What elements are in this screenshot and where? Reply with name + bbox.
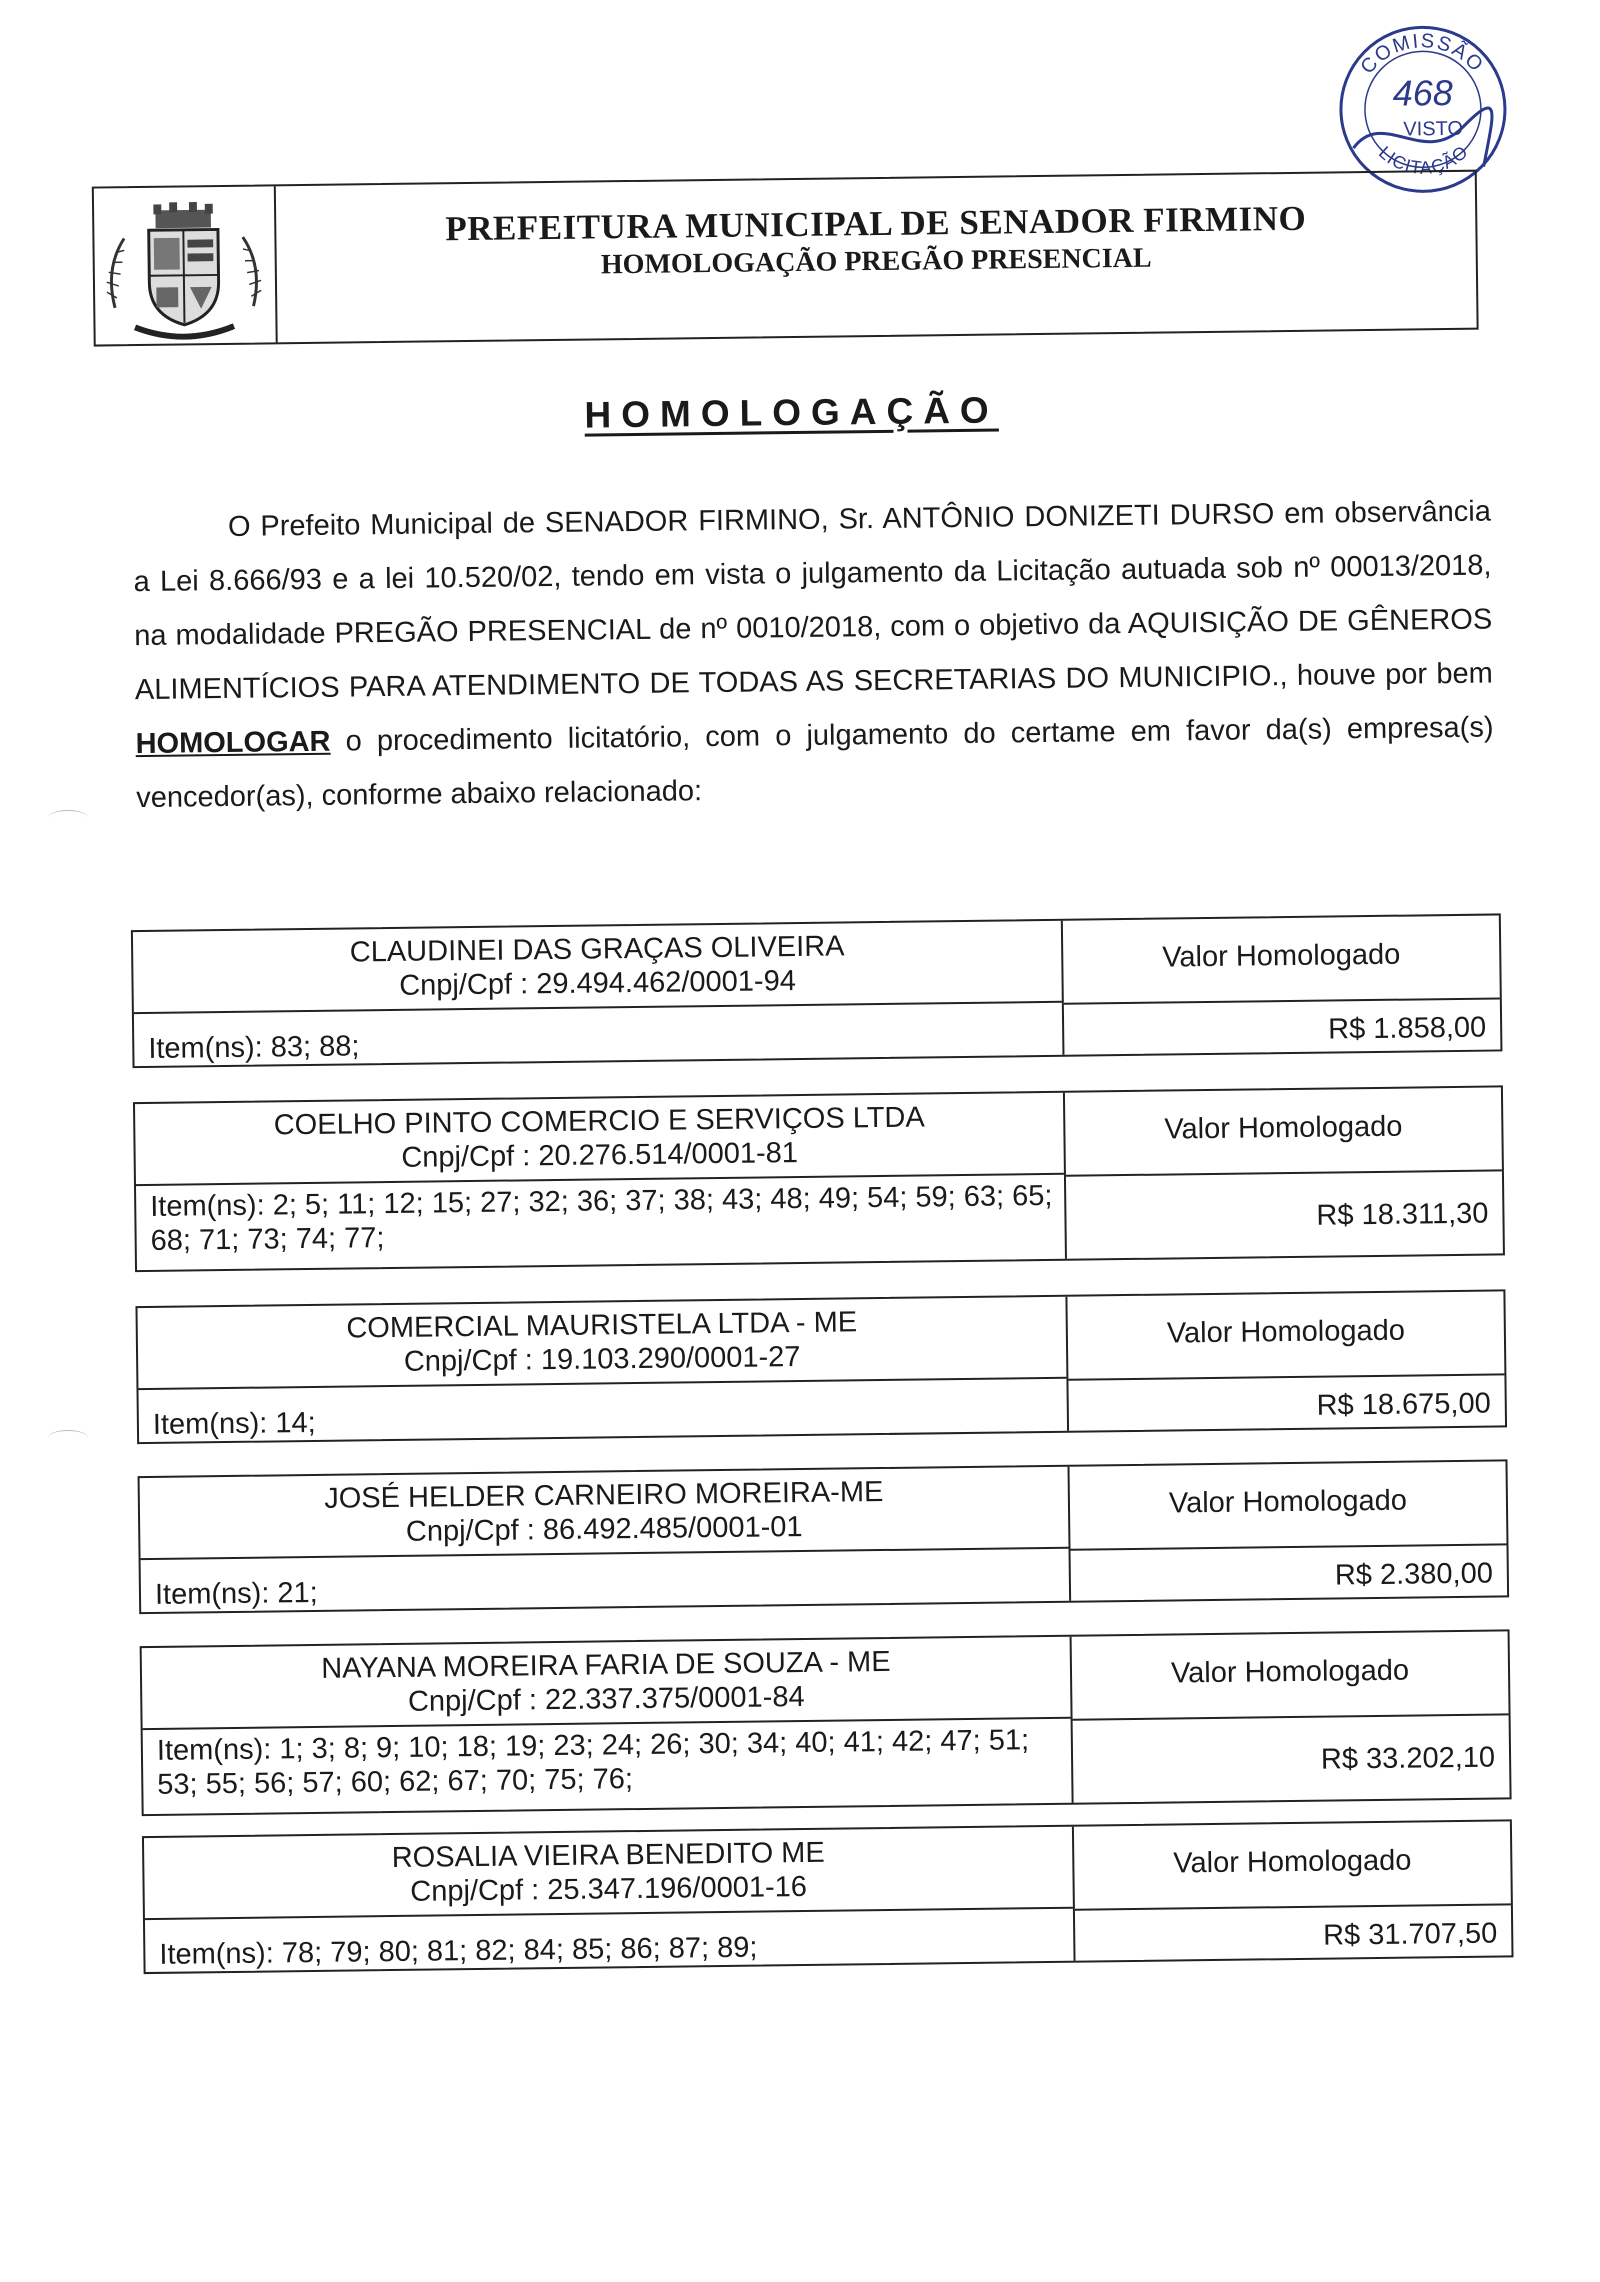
company-cnpj: Cnpj/Cpf : 86.492.485/0001-01 <box>405 1511 803 1548</box>
company-table <box>131 913 1503 1068</box>
value-label: Valor Homologado <box>1164 1110 1403 1146</box>
homologated-value: R$ 1.858,00 <box>1327 1011 1487 1046</box>
value-label: Valor Homologado <box>1166 1314 1406 1350</box>
company-table <box>140 1629 1512 1816</box>
company-items: Item(ns): 1; 3; 8; 9; 10; 18; 19; 23; 24; 26; 30; 34; 40; 41; 42; 47; 51; 53; 55; 56; 57; 60; 62; 67; 70; 75; 76; <box>156 1724 1030 1801</box>
company-cnpj: Cnpj/Cpf : 22.337.375/0001-84 <box>407 1680 805 1718</box>
svg-text:LICITAÇÃO: LICITAÇÃO <box>1374 141 1473 178</box>
homologation-paragraph: O Prefeito Municipal de SENADOR FIRMINO, Sr. ANTÔNIO DONIZETI DURSO em observância a Lei 8.666/93 e a lei 10.520/02, tendo em vista o julgamento da Licitação autuada sob nº 00013/2018, na modalidade PREGÃO PRESENCIAL de nº 0010/2018, com o objetivo da AQUISIÇÃO DE GÊNEROS ALIMENTÍCIOS PARA ATENDIMENTO DE TODAS AS SECRETARIAS DO MUNICIPIO., houve por bem HOMOLOGAR o procedimento licitatório, com o julgamento do certame em favor da(s) empresa(s) vencedor(as), conforme abaixo relacionado: <box>133 495 1494 815</box>
svg-text:468: 468 <box>1392 71 1454 114</box>
value-label: Valor Homologado <box>1173 1844 1412 1880</box>
municipal-crest-logo <box>94 186 278 344</box>
company-name: COMERCIAL MAURISTELA LTDA - ME <box>346 1306 858 1345</box>
homologated-value: R$ 2.380,00 <box>1334 1557 1494 1592</box>
scan-hole-mark <box>48 1430 88 1445</box>
page-title: HOMOLOGAÇÃO <box>584 389 999 436</box>
homologated-value: R$ 18.311,30 <box>1316 1197 1489 1232</box>
homologar-keyword: HOMOLOGAR <box>135 725 331 761</box>
value-label: Valor Homologado <box>1162 938 1401 974</box>
company-name: ROSALIA VIEIRA BENEDITO ME <box>391 1836 825 1875</box>
homologated-value: R$ 33.202,10 <box>1320 1741 1496 1776</box>
company-table <box>142 1819 1514 1974</box>
svg-text:VISTO: VISTO <box>1403 117 1464 141</box>
company-cnpj: Cnpj/Cpf : 25.347.196/0001-16 <box>410 1870 808 1908</box>
company-table <box>138 1459 1510 1614</box>
company-items: Item(ns): 14; <box>152 1406 316 1441</box>
letterhead <box>92 170 1479 347</box>
municipality-title: PREFEITURA MUNICIPAL DE SENADOR FIRMINO <box>445 198 1307 249</box>
company-cnpj: Cnpj/Cpf : 29.494.462/0001-94 <box>399 965 797 1002</box>
value-label: Valor Homologado <box>1168 1484 1408 1520</box>
company-table <box>135 1289 1507 1444</box>
company-items: Item(ns): 2; 5; 11; 12; 15; 27; 32; 36; 37; 38; 43; 48; 49; 54; 59; 63; 65; 68; 71; 73; 74; 77; <box>150 1179 1053 1257</box>
company-cnpj: Cnpj/Cpf : 20.276.514/0001-81 <box>401 1137 799 1174</box>
svg-text:COMISSÃO: COMISSÃO <box>1356 29 1489 79</box>
homologated-value: R$ 31.707,50 <box>1322 1917 1498 1952</box>
company-cnpj: Cnpj/Cpf : 19.103.290/0001-27 <box>403 1341 801 1378</box>
company-name: COELHO PINTO COMERCIO E SERVIÇOS LTDA <box>273 1101 925 1142</box>
company-items: Item(ns): 21; <box>154 1576 318 1611</box>
company-name: NAYANA MOREIRA FARIA DE SOUZA - ME <box>321 1645 891 1685</box>
company-name: JOSÉ HELDER CARNEIRO MOREIRA-ME <box>324 1476 884 1515</box>
company-items: Item(ns): 78; 79; 80; 81; 82; 84; 85; 86; 87; 89; <box>159 1931 758 1971</box>
homologated-value: R$ 18.675,00 <box>1316 1387 1491 1422</box>
scan-hole-mark <box>48 810 88 825</box>
company-name: CLAUDINEI DAS GRAÇAS OLIVEIRA <box>349 930 845 969</box>
coat-of-arms-icon <box>94 186 274 344</box>
company-table <box>133 1085 1505 1272</box>
value-label: Valor Homologado <box>1170 1654 1410 1690</box>
company-items: Item(ns): 83; 88; <box>148 1030 360 1065</box>
document-subtitle: HOMOLOGAÇÃO PREGÃO PRESENCIAL <box>600 242 1152 281</box>
